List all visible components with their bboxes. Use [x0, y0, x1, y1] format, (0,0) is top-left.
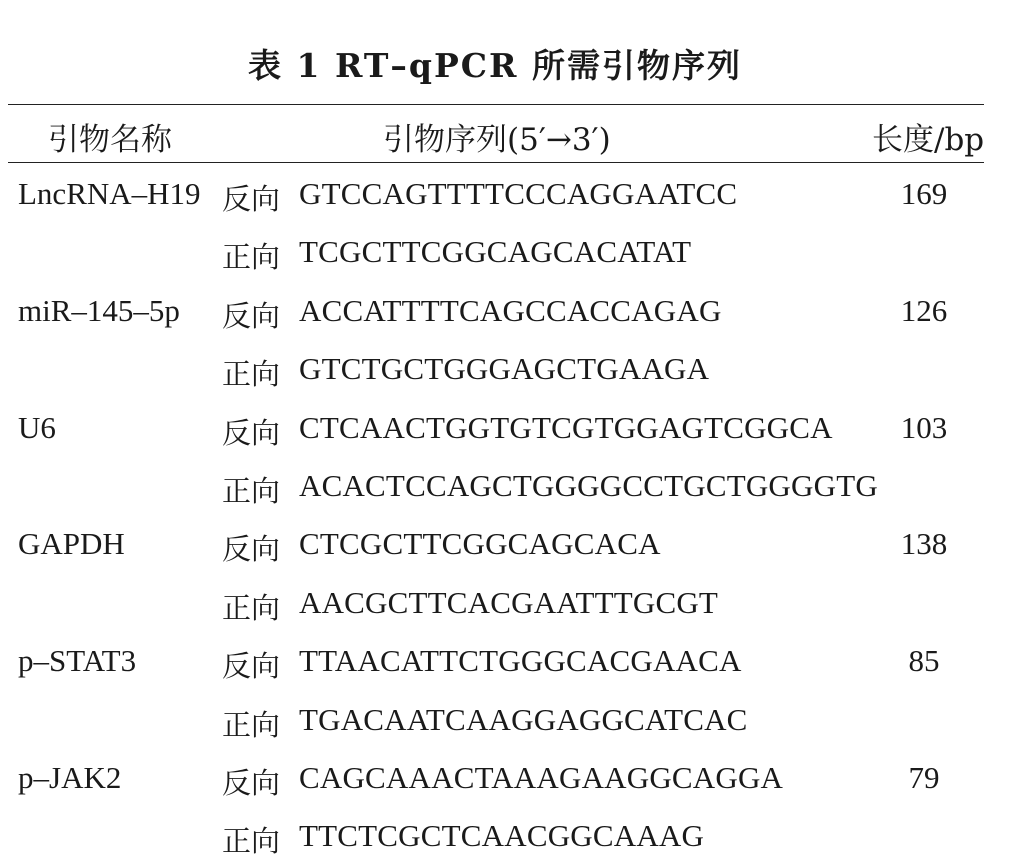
table-row [0, 516, 1032, 574]
primer-sequence: GTCTGCTGGGAGCTGAAGA [299, 351, 710, 387]
primer-sequence: TGACAATCAAGGAGGCATCAC [299, 701, 748, 737]
primer-direction: 正向 [222, 824, 281, 859]
primer-sequence: CTCAACTGGTGTCGTGGAGTCGGCA [299, 409, 833, 445]
primer-direction: 正向 [222, 357, 281, 392]
primer-sequence: ACACTCCAGCTGGGGCCTGCTGGGGTG [299, 467, 878, 503]
primer-name: GAPDH [18, 526, 125, 562]
table-row [0, 750, 1032, 808]
table-row [0, 400, 1032, 458]
primer-name: p–STAT3 [18, 643, 137, 679]
table-row [0, 692, 1032, 750]
primer-sequence: GTCCAGTTTTCCCAGGAATCC [299, 176, 738, 211]
primer-length: 126 [900, 292, 948, 328]
table-row [0, 283, 1032, 341]
primer-length: 138 [900, 526, 948, 562]
primer-name: miR–145–5p [18, 292, 180, 328]
primer-direction: 反向 [222, 298, 281, 333]
primer-sequence: CTCGCTTCGGCAGCACA [299, 526, 661, 562]
primer-sequence: CAGCAAACTAAAGAAGGCAGGA [299, 759, 784, 795]
table-title: 表 1 RT–qPCR 所需引物序列 [248, 46, 742, 85]
table-body [0, 166, 1032, 867]
primer-sequence: TTAACATTCTGGGCACGAACA [299, 643, 742, 679]
table-row [0, 808, 1032, 866]
primer-direction: 正向 [222, 590, 281, 625]
primer-sequence: ACCATTTTCAGCCACCAGAG [299, 292, 722, 328]
primer-sequence: TCGCTTCGGCAGCACATAT [299, 234, 692, 270]
primer-name: LncRNA–H19 [18, 176, 201, 211]
table-row [0, 341, 1032, 399]
primer-direction: 正向 [222, 707, 281, 742]
table-header-rule [8, 162, 984, 163]
primer-direction: 正向 [222, 240, 281, 275]
primer-direction: 正向 [222, 473, 281, 508]
primer-sequence: TTCTCGCTCAACGGCAAAG [299, 818, 705, 854]
primer-length: 103 [900, 409, 948, 445]
primer-name: p–JAK2 [18, 759, 122, 795]
header-length: 长度/bp [872, 122, 985, 158]
table-row [0, 166, 1032, 224]
primer-direction: 反向 [222, 415, 281, 450]
primer-direction: 反向 [222, 182, 281, 216]
table-row [0, 633, 1032, 691]
table-top-rule [8, 104, 984, 105]
table-row [0, 224, 1032, 282]
primer-sequence: AACGCTTCACGAATTTGCGT [299, 584, 719, 620]
table-row [0, 575, 1032, 633]
table-row [0, 458, 1032, 516]
header-primer-name: 引物名称 [48, 122, 172, 158]
primer-length: 169 [900, 176, 948, 211]
primer-name: U6 [18, 409, 56, 445]
primer-direction: 反向 [222, 532, 281, 567]
primer-length: 79 [908, 759, 940, 795]
primer-direction: 反向 [222, 765, 281, 800]
header-primer-sequence: 引物序列(5′→3′) [383, 122, 611, 158]
primer-direction: 反向 [222, 649, 281, 684]
primer-length: 85 [908, 643, 940, 679]
